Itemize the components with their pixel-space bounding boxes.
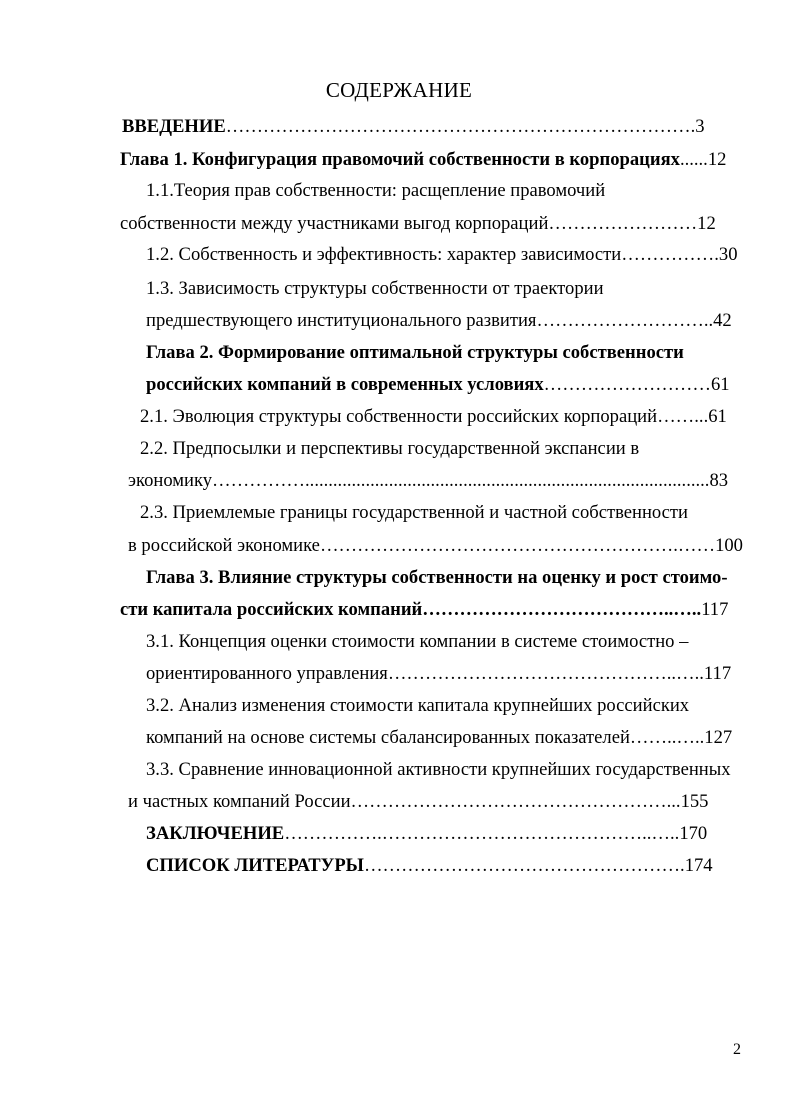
toc-entry-2-3 (140, 504, 688, 523)
toc-entry-text: ЗАКЛЮЧЕНИЕ (146, 823, 285, 844)
toc-entry-text: 2.3. Приемлемые границы государственной и частной собственности (140, 502, 688, 523)
toc-entry-text: Глава 1. Конфигурация правомочий собственности в корпорациях (120, 149, 680, 170)
toc-page-number: 127 (704, 727, 733, 748)
toc-page-number: 117 (703, 663, 732, 684)
toc-entry-1-2 (146, 246, 737, 265)
toc-page-number: 12 (707, 149, 727, 170)
toc-page-number: 83 (709, 470, 729, 491)
toc-entry-text: 2.1. Эволюция структуры собственности российских корпораций (140, 406, 658, 427)
toc-entry-3-3 (146, 761, 731, 780)
toc-page-number: 170 (679, 823, 708, 844)
toc-leader-dots: …………….……………………………………..….. (284, 823, 680, 844)
toc-entry-text: ориентированного управления (146, 663, 388, 684)
toc-leader-dots: ……………. (621, 244, 719, 265)
toc-entry-text: предшествующего институционального развития (146, 310, 537, 331)
toc-page-number: 117 (701, 599, 729, 620)
toc-entry-2-2 (140, 440, 639, 459)
toc-entry-1-3-cont (146, 312, 732, 331)
toc-entry-chapter-3 (146, 569, 728, 588)
toc-leader-dots: ……………………… (543, 374, 711, 395)
toc-leader-dots: ……………………………………………. (363, 855, 685, 876)
toc-page-number: 61 (708, 406, 727, 427)
toc-page-number: 174 (684, 855, 713, 876)
toc-entry-1-1 (146, 182, 605, 201)
toc-entry-text: ВВЕДЕНИЕ (122, 116, 226, 137)
toc-leader-dots: ……... (657, 406, 709, 427)
toc-entry-text: российских компаний в современных условиях (146, 374, 544, 395)
toc-entry-text: 3.1. Концепция оценки стоимости компании в системе стоимостно – (146, 631, 689, 652)
toc-entry-3-2-cont (146, 729, 732, 748)
toc-entry-3-3-cont (128, 793, 708, 812)
toc-page-number: 12 (697, 213, 716, 234)
toc-leader-dots: ………………………………………..….. (387, 663, 704, 684)
toc-entry-introduction (122, 118, 705, 137)
toc-entry-1-3 (146, 280, 604, 299)
toc-entry-chapter-2 (146, 344, 684, 363)
toc-entry-text: в российской экономике (128, 535, 320, 556)
toc-entry-2-3-cont (128, 537, 743, 556)
toc-entry-text: 1.1.Теория прав собственности: расщепление правомочий (146, 180, 606, 201)
toc-leader-dots: ……………………………………………... (350, 791, 681, 812)
toc-entry-2-2-cont (128, 472, 728, 491)
toc-entry-text: Глава 3. Влияние структуры собственности на оценку и рост стоимо- (146, 567, 728, 588)
toc-entry-text: 3.3. Сравнение инновационной активности крупнейших государственных (146, 759, 731, 780)
toc-entry-text: 1.2. Собственность и эффективность: характер зависимости (146, 244, 622, 265)
toc-entry-text: 2.2. Предпосылки и перспективы государственной экспансии в (140, 438, 640, 459)
toc-entry-text: собственности между участниками выгод корпораций (120, 213, 549, 234)
page-title: СОДЕРЖАНИЕ (325, 78, 473, 102)
toc-entry-text: СПИСОК ЛИТЕРАТУРЫ (146, 855, 364, 876)
toc-page-number: 3 (695, 116, 705, 137)
toc-entry-bibliography (146, 857, 713, 876)
toc-leader-dots: ……..….. (629, 727, 705, 748)
toc-leader-dots: ……………………….. (536, 310, 714, 331)
toc-leader-dots: ………………………………………………….…… (319, 535, 716, 556)
page-number: 2 (733, 1041, 741, 1058)
toc-entry-text: компаний на основе системы сбалансированных показателей (146, 727, 630, 748)
toc-leader-dots: …………………………………..….. (422, 599, 702, 620)
toc-page-number: 61 (710, 374, 730, 395)
toc-page-number: 30 (718, 244, 738, 265)
toc-entry-3-1-cont (146, 665, 731, 684)
toc-page-number: 100 (715, 535, 743, 556)
toc-leader-dots: …………………………………………………………………. (225, 116, 696, 137)
toc-leader-dots: ...... (679, 149, 708, 170)
toc-entry-text: 3.2. Анализ изменения стоимости капитала крупнейших российских (146, 695, 690, 716)
toc-entry-text: 1.3. Зависимость структуры собственности от траектории (146, 278, 604, 299)
toc-entry-text: и частных компаний России (128, 791, 351, 812)
toc-entry-conclusion (146, 825, 707, 844)
toc-page-number: 42 (713, 310, 732, 331)
toc-leader-dots: …………………… (548, 213, 698, 234)
toc-entry-text: экономику (128, 470, 213, 491)
toc-entry-1-1-cont (120, 215, 716, 234)
toc-entry-chapter-1 (120, 151, 726, 170)
toc-entry-chapter-2-cont (146, 376, 730, 395)
toc-leader-dots: ……………....................................................................................... (212, 470, 710, 491)
toc-entry-3-1 (146, 633, 688, 652)
toc-page-number: 155 (680, 791, 709, 812)
toc-entry-2-1 (140, 408, 727, 427)
toc-entry-text: Глава 2. Формирование оптимальной структуры собственности (146, 342, 684, 363)
toc-entry-text: сти капитала российских компаний (120, 599, 423, 620)
toc-entry-3-2 (146, 697, 689, 716)
toc-entry-chapter-3-cont (120, 601, 728, 620)
